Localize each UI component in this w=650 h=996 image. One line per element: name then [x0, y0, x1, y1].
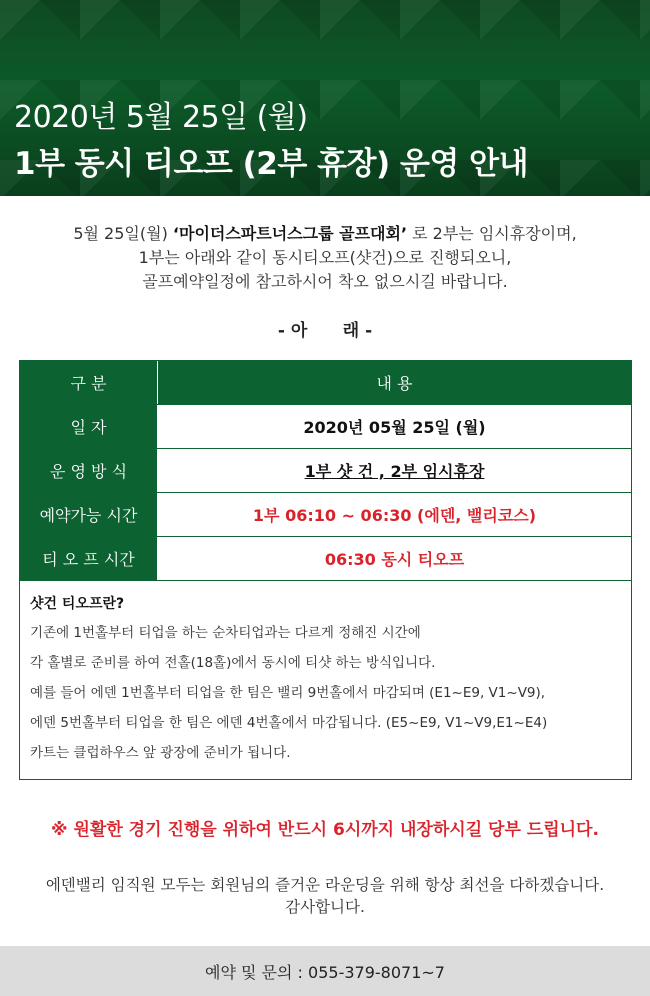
closing-line-2: 감사합니다. [285, 898, 365, 916]
row-value-teeoff-time: 06:30 동시 티오프 [324, 550, 465, 569]
intro-line-1-post: 로 2부는 임시휴장이며, [407, 224, 577, 243]
explanation-line: 각 홀별로 준비를 하여 전홀(18홀)에서 동시에 티샷 하는 방식입니다. [30, 655, 436, 671]
table-row-teeoff-time [20, 537, 631, 581]
footer-contact-bar [0, 946, 650, 996]
explanation-line: 예를 들어 에덴 1번홀부터 티업을 한 팀은 밸리 9번홀에서 마감되며 (E1~E9, V1~V9), [30, 685, 546, 701]
main-title: 1부 동시 티오프 (2부 휴장) 운영 안내 [14, 146, 529, 182]
intro-line-3: 골프예약일정에 참고하시어 착오 없으시길 바랍니다. [142, 272, 508, 291]
table-header-row [20, 361, 631, 405]
row-value-date: 2020년 05월 25일 (월) [303, 418, 486, 437]
row-value-operation: 1부 샷 건 , 2부 임시휴장 [304, 462, 485, 481]
row-label: 일 자 [20, 405, 158, 448]
table-header-label: 구 분 [20, 361, 158, 404]
row-value-booking-time: 1부 06:10 ~ 06:30 (에덴, 밸리코스) [252, 506, 537, 525]
date-title: 2020년 5월 25일 (월) [14, 100, 308, 135]
intro-text [0, 222, 650, 294]
table-row-operation [20, 449, 631, 493]
intro-line-2: 1부는 아래와 같이 동시티오프(샷건)으로 진행되오니, [138, 248, 512, 267]
table-row-date [20, 405, 631, 449]
intro-line-1-pre: 5월 25일(월) [73, 224, 173, 243]
row-label: 티 오 프 시간 [20, 537, 158, 580]
closing-message [0, 874, 650, 918]
explanation-line: 기존에 1번홀부터 티업을 하는 순차티업과는 다르게 정해진 시간에 [30, 625, 421, 641]
notice-heading: - 아 래 - [277, 321, 373, 341]
row-label: 운 영 방 식 [20, 449, 158, 492]
contact-info: 예약 및 문의 : 055-379-8071~7 [205, 962, 445, 982]
row-label: 예약가능 시간 [20, 493, 158, 536]
explanation-line: 에덴 5번홀부터 티업을 한 팀은 에덴 4번홀에서 마감됩니다. (E5~E9, V1~V9,E1~E4) [30, 715, 548, 731]
intro-line-1 [0, 222, 650, 246]
table-header-value: 내 용 [158, 361, 631, 404]
header-banner [0, 0, 650, 196]
table-row-booking-time [20, 493, 631, 537]
closing-line-1: 에덴밸리 임직원 모두는 회원님의 즐거운 라운딩을 위해 항상 최선을 다하겠습니다. [45, 876, 605, 894]
explanation-title: 샷건 티오프란? [30, 596, 125, 612]
event-name: ‘마이더스파트너스그룹 골프대회’ [172, 224, 408, 243]
info-table [19, 360, 632, 780]
explanation-line: 카트는 클럽하우스 앞 광장에 준비가 됩니다. [30, 745, 291, 761]
shotgun-explanation [20, 581, 631, 779]
arrival-warning: ※ 원활한 경기 진행을 위하여 반드시 6시까지 내장하시길 당부 드립니다. [51, 820, 599, 840]
